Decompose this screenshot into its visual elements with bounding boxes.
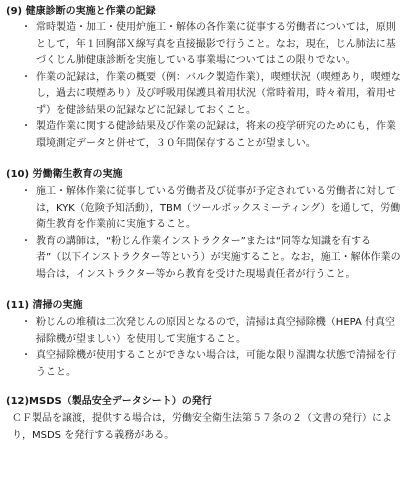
spacer: [6, 381, 404, 395]
bullet-mark: ・: [21, 350, 31, 361]
section-msds: [6, 395, 404, 444]
bullet-mark: ・: [21, 317, 31, 328]
section-heading: (9) 健康診断の実施と作業の記録: [6, 6, 156, 17]
section-health-checkup: [6, 5, 404, 152]
bullet-text: 真空掃除機が使用することができない場合は，可能な限り湿潤な状態で清掃を行うこと。: [36, 350, 396, 378]
section-heading: (12)MSDS（製品安全データシート）の発行: [6, 396, 212, 407]
bullet-item: [6, 70, 404, 120]
bullet-list: [6, 184, 404, 283]
bullet-text: 製造作業に関する健診結果及び作業の記録は，将来の疫学研究のためにも，作業環境測定データと併せて，３０年間保存することが望ましい。: [36, 121, 396, 149]
bullet-text: 作業の記録は，作業の概要（例：バルク製造作業），喫煙状況（喫煙あり，喫煙なし，過去に喫煙あり）及び呼吸用保護具着用状況（常時着用，時々着用，着用せず）を健診結果の記録などに記録しておくこと。: [36, 71, 401, 116]
bullet-item: [6, 234, 404, 284]
bullet-text: 施工・解体作業に従事している労働者及び従事が予定されている労働者に対しては，KYK（危険予知活動），TBM（ツールボックスミーティング）を通して，労働衛生教育を作業前に実施すること。: [36, 186, 401, 230]
bullet-mark: ・: [21, 235, 31, 247]
bullet-mark: ・: [21, 121, 31, 132]
bullet-list: [6, 315, 404, 381]
bullet-item: [6, 315, 404, 348]
bullet-item: [6, 20, 404, 70]
section-cleaning: [6, 299, 404, 381]
section-heading: (11) 清掃の実施: [6, 300, 83, 311]
spacer: [6, 283, 404, 299]
spacer: [6, 152, 404, 168]
bullet-text: 粉じんの堆積は二次発じんの原因となるので，清掃は真空掃除機（HEPA 付真空掃除機が望ましい）を使用して実施すること。: [36, 317, 396, 345]
msds-paragraph: ＣＦ製品を譲渡，提供する場合は，労働安全衛生法第５７条の２（文書の発行）により，MSDS を発行する義務がある。: [12, 413, 392, 441]
bullet-item: [6, 119, 404, 152]
bullet-list: [6, 20, 404, 152]
bullet-text: 教育の講師は，“粉じん作業インストラクター”または“同等な知識を有する者”（以下インストラクター等という）が実施すること。なお，施工・解体作業の場合は，インストラクター等から教育を受けた現場責任者が行うこと。: [36, 235, 401, 280]
bullet-mark: ・: [21, 186, 31, 197]
bullet-item: [6, 184, 404, 234]
bullet-item: [6, 348, 404, 381]
bullet-mark: ・: [21, 22, 31, 33]
bullet-text: 常時製造・加工・使用炉施工・解体の各作業に従事する労働者については，原則として，年１回胸部Ｘ線写真を直接撮影で行うこと。なお，現在，じん肺法に基づくじん肺健康診断を実施している事業場についてはこの限りでない。: [36, 22, 396, 66]
section-heading: (10) 労働衛生教育の実施: [6, 169, 123, 180]
bullet-mark: ・: [21, 71, 31, 83]
section-education: [6, 168, 404, 283]
